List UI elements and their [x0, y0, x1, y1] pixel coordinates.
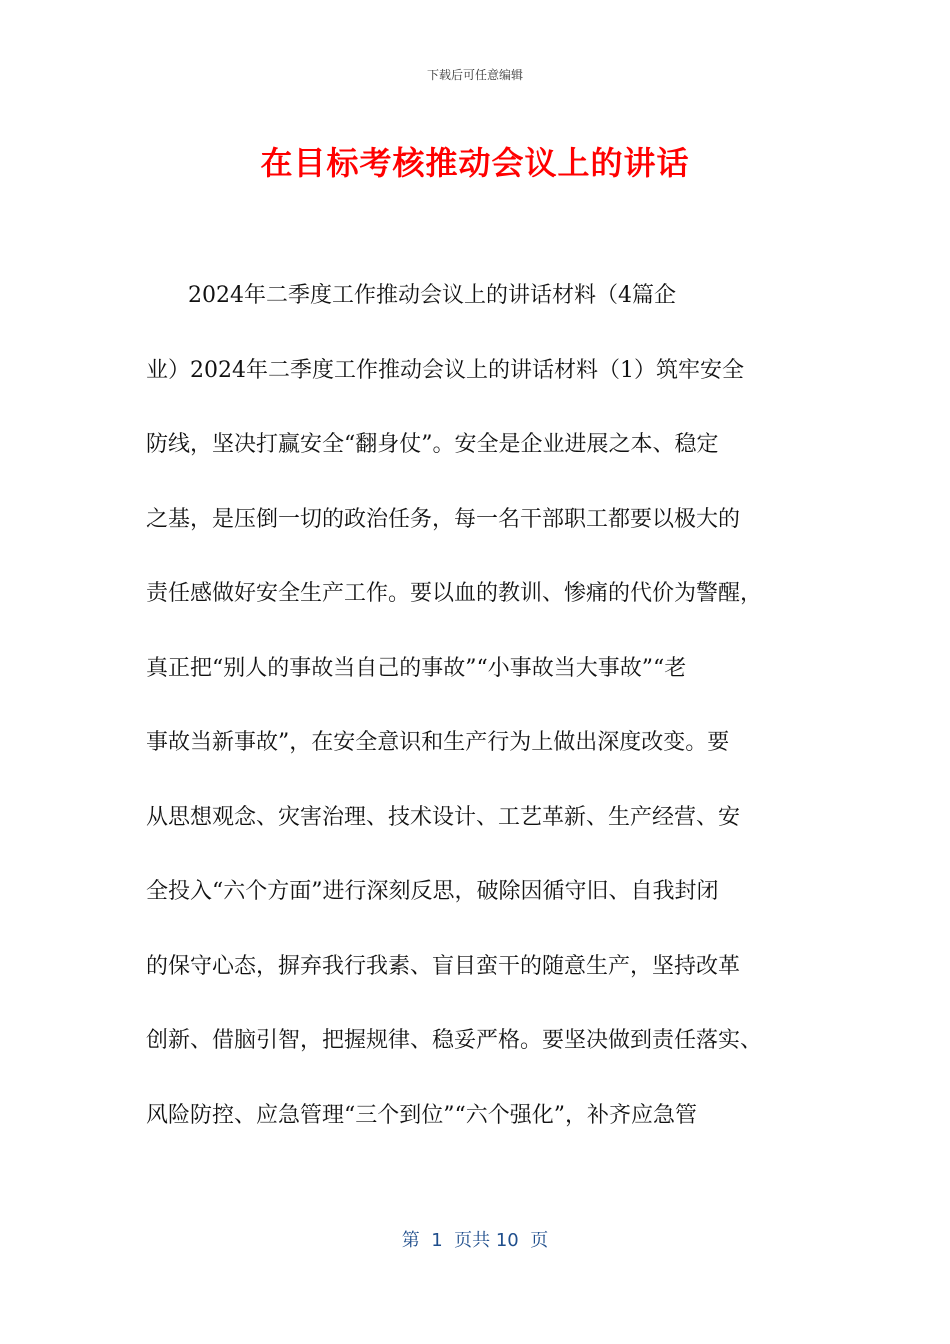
body-line: 2024年二季度工作推动会议上的讲话材料（4篇企 — [188, 283, 676, 308]
body-line: 从思想观念、灾害治理、技术设计、工艺革新、生产经营、安 — [146, 804, 741, 830]
header-note: 下载后可任意编辑 — [426, 68, 523, 82]
body-line: 全投入“六个方面”进行深刻反思，破除因循守旧、自我封闭 — [146, 879, 719, 904]
body-line: 的保守心态，摒弃我行我素、盲目蛮干的随意生产，坚持改革 — [146, 953, 741, 979]
page-footer: 第 1 页共 10 页 — [401, 1230, 549, 1251]
document-body — [146, 268, 816, 1162]
body-line: 责任感做好安全生产工作。要以血的教训、惨痛的代价为警醒， — [146, 581, 763, 606]
body-line: 风险防控、应急管理“三个到位”“六个强化”，补齐应急管 — [146, 1102, 697, 1128]
body-line: 创新、借脑引智，把握规律、稳妥严格。要坚决做到责任落实、 — [146, 1028, 763, 1053]
body-line: 事故当新事故”，在安全意识和生产行为上做出深度改变。要 — [146, 730, 730, 755]
body-line: 业）2024年二季度工作推动会议上的讲话材料（1）筑牢安全 — [146, 357, 744, 383]
body-line: 之基，是压倒一切的政治任务，每一名干部职工都要以极大的 — [146, 506, 741, 532]
document-title: 在目标考核推动会议上的讲话 — [260, 144, 690, 182]
body-line: 真正把“别人的事故当自己的事故”“小事故当大事故”“老 — [146, 655, 687, 681]
body-line: 防线，坚决打赢安全“翻身仗”。安全是企业进展之本、稳定 — [146, 432, 719, 457]
